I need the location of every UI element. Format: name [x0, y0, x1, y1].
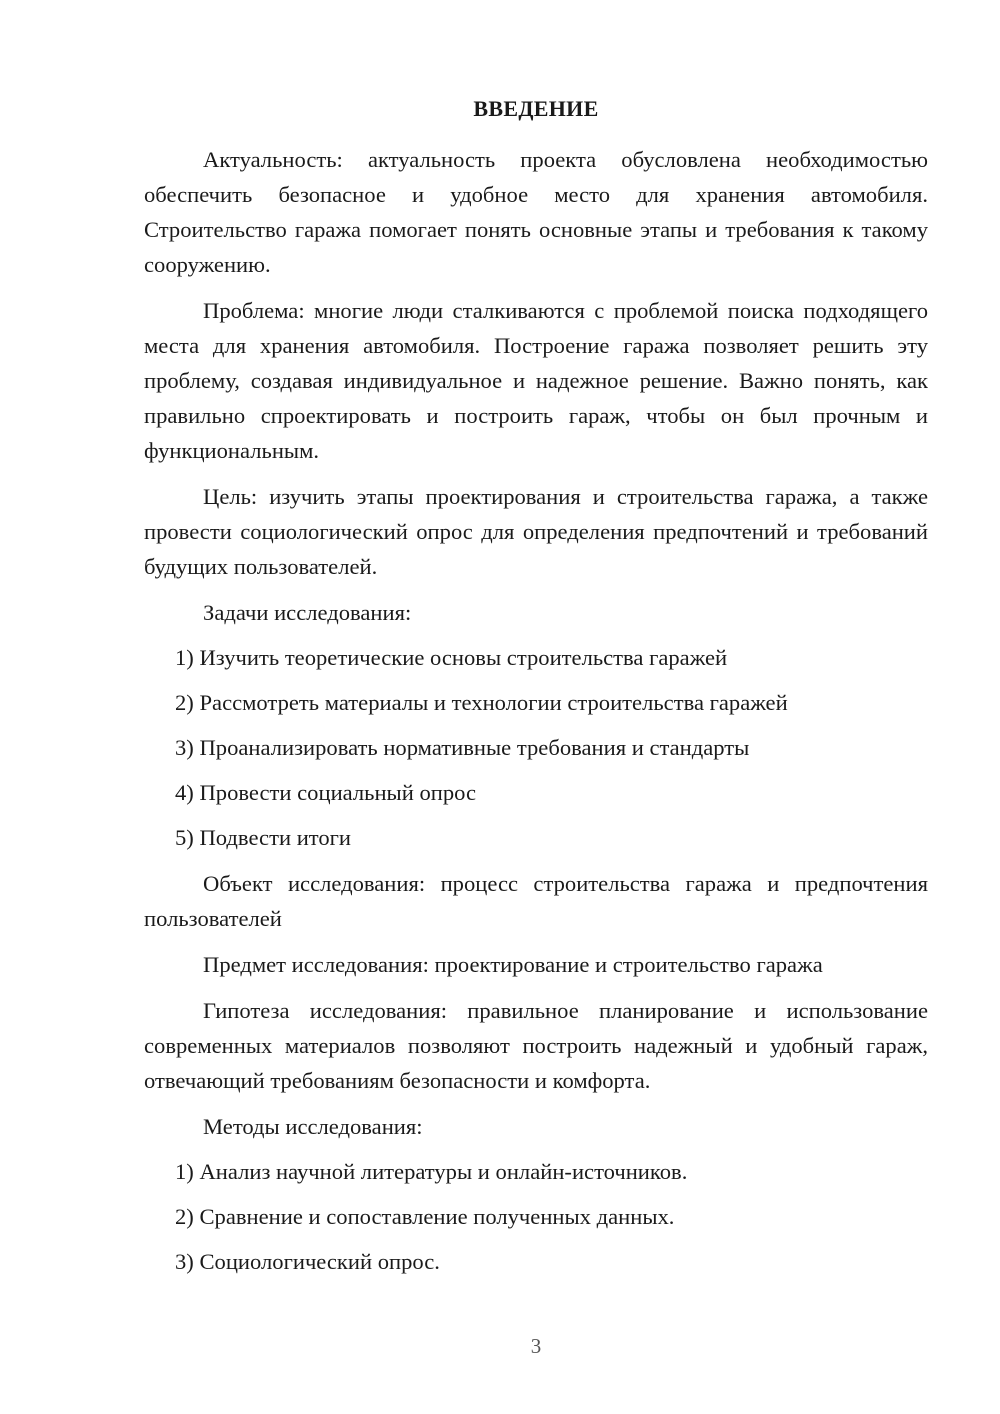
- method-item: 3) Социологический опрос.: [175, 1249, 440, 1274]
- page-title: ВВЕДЕНИЕ: [473, 96, 599, 121]
- task-item: 2) Рассмотреть материалы и технологии строительства гаражей: [175, 690, 788, 715]
- task-item: 5) Подвести итоги: [175, 825, 352, 850]
- object-paragraph: Объект исследования: процесс строительства гаража и предпочтения пользователей: [144, 871, 928, 931]
- task-item: 1) Изучить теоретические основы строительства гаражей: [175, 645, 728, 670]
- problem-paragraph: Проблема: многие люди сталкиваются с проблемой поиска подходящего места для хранения автомобиля. Построение гаража позволяет решить эту проблему, создавая индивидуальное и надежное решение. Важно понять, как правильно спроектировать и построить гараж, чтобы он был прочным и функциональным.: [144, 298, 928, 463]
- method-item: 1) Анализ научной литературы и онлайн-источников.: [175, 1159, 688, 1184]
- tasks-heading: Задачи исследования:: [203, 600, 412, 625]
- body-text: [144, 142, 928, 1279]
- task-item: 3) Проанализировать нормативные требования и стандарты: [175, 735, 750, 760]
- method-item: 2) Сравнение и сопоставление полученных данных.: [175, 1204, 675, 1229]
- task-item: 4) Провести социальный опрос: [175, 780, 477, 805]
- subject-paragraph: Предмет исследования: проектирование и строительство гаража: [203, 952, 823, 977]
- goal-paragraph: Цель: изучить этапы проектирования и строительства гаража, а также провести социологический опрос для определения предпочтений и требований будущих пользователей.: [144, 484, 928, 579]
- hypothesis-paragraph: Гипотеза исследования: правильное планирование и использование современных материалов позволяют построить надежный и удобный гараж, отвечающий требованиям безопасности и комфорта.: [144, 998, 928, 1093]
- relevance-paragraph: Актуальность: актуальность проекта обусловлена необходимостью обеспечить безопасное и удобное место для хранения автомобиля. Строительство гаража помогает понять основные этапы и требования к такому сооружению.: [144, 147, 928, 277]
- page-number: 3: [530, 1334, 542, 1358]
- methods-heading: Методы исследования:: [203, 1114, 423, 1139]
